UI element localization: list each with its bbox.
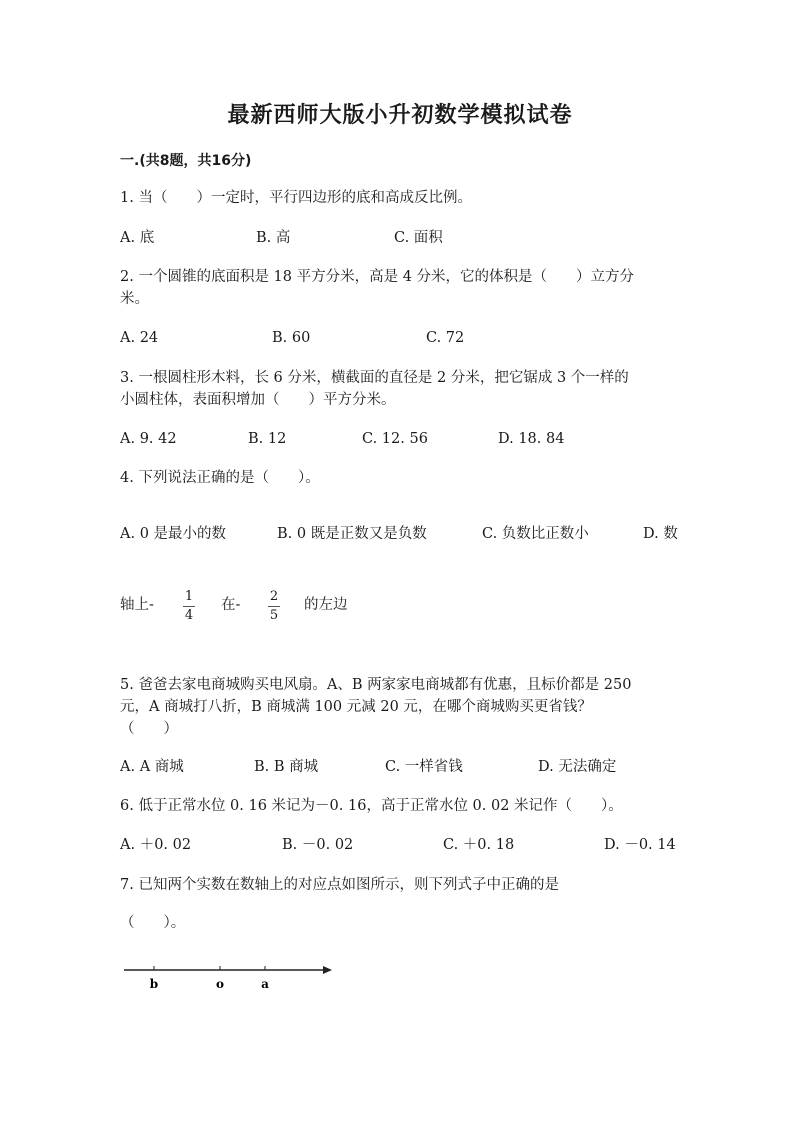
fraction-bar [183,606,195,607]
question-3-stem-line1: 3. 一根圆柱形木料，长 6 分米，横截面的直径是 2 分米，把它锯成 3 个一样的 [120,370,629,386]
question-1-stem: 1. 当（ ）一定时，平行四边形的底和高成反比例。 [120,190,472,206]
question-7-stem-line1: 7. 已知两个实数在数轴上的对应点如图所示，则下列式子中正确的是 [120,877,559,893]
q4-option-a: A. 0 是最小的数 [120,526,227,542]
fraction-bar [268,606,280,607]
question-2-stem-line2: 米。 [120,291,149,307]
fraction-two-fifths [268,588,280,624]
q3-option-b: B. 12 [248,431,287,447]
fraction-numerator: 2 [269,589,279,604]
q4-option-c: C. 负数比正数小 [482,526,589,542]
page-title: 最新西师大版小升初数学模拟试卷 [227,103,573,128]
number-line-arrow-icon [323,966,332,974]
question-7-stem-line2: （ ）。 [120,915,186,931]
question-5-stem-line2: 元，A 商城打八折，B 商城满 100 元减 20 元，在哪个商城购买更省钱？ [120,699,592,715]
fraction-one-quarter [183,588,195,624]
q3-option-c: C. 12. 56 [362,431,428,447]
question-6-stem: 6. 低于正常水位 0. 16 米记为－0. 16，高于正常水位 0. 02 米记作（ ）。 [120,798,623,814]
q4-end-text: 的左边 [304,597,348,613]
q1-option-a: A. 底 [120,230,155,246]
q3-option-d: D. 18. 84 [498,431,565,447]
q4-option-d: D. 数 [643,526,678,542]
section-heading: 一.(共8题，共16分) [120,153,252,169]
q2-option-b: B. 60 [272,330,311,346]
q5-option-a: A. A 商城 [120,759,184,775]
question-3-stem-line2: 小圆柱体，表面积增加（ ）平方分米。 [120,392,396,408]
q1-option-c: C. 面积 [394,230,443,246]
question-4-stem: 4. 下列说法正确的是（ ）。 [120,470,320,486]
q6-option-b: B. －0. 02 [282,837,354,853]
q4-option-d-continued: 轴上- [120,597,154,613]
q4-option-b: B. 0 既是正数又是负数 [277,526,427,542]
number-line-figure [120,958,340,998]
axis-label-a: a [261,977,269,991]
q6-option-c: C. ＋0. 18 [443,837,515,853]
q4-mid-text: 在- [221,597,241,613]
q2-option-a: A. 24 [120,330,159,346]
q1-option-b: B. 高 [256,230,291,246]
q5-option-d: D. 无法确定 [538,759,617,775]
q5-option-b: B. B 商城 [254,759,319,775]
question-5-stem-line3: （ ） [120,721,178,737]
fraction-denominator: 5 [269,608,279,623]
q2-option-c: C. 72 [426,330,465,346]
fraction-numerator: 1 [184,589,194,604]
q3-option-a: A. 9. 42 [120,431,177,447]
question-2-stem-line1: 2. 一个圆锥的底面积是 18 平方分米，高是 4 分米，它的体积是（ ）立方分 [120,269,635,285]
axis-label-o: o [215,977,225,991]
axis-label-b: b [149,977,159,991]
fraction-denominator: 4 [184,608,194,623]
q5-option-c: C. 一样省钱 [385,759,463,775]
question-5-stem-line1: 5. 爸爸去家电商城购买电风扇。A、B 两家家电商城都有优惠，且标价都是 250 [120,677,632,693]
q6-option-d: D. －0. 14 [604,837,676,853]
q6-option-a: A. ＋0. 02 [120,837,192,853]
